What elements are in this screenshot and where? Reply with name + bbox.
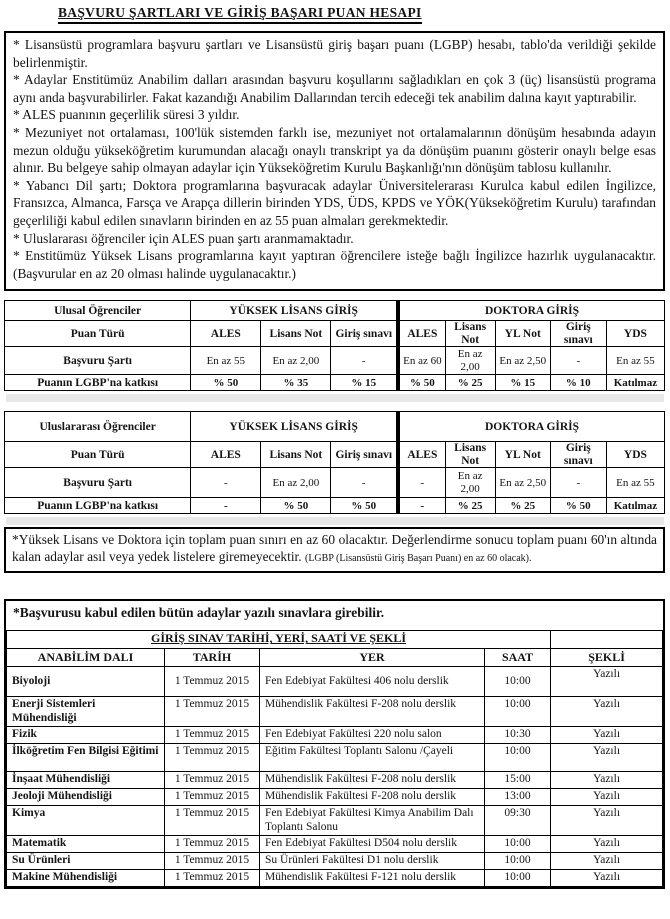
national-students-score-table [4,300,665,391]
location-cell: Fen Edebiyat Fakültesi D504 nolu derslik [260,836,485,853]
row-label-basvuru-sarti: Başvuru Şartı [5,468,191,498]
contribution-cell: % 50 [331,498,398,514]
score-column-header: ALES [398,321,445,347]
score-column-header: Giriş sınavı [550,321,606,347]
location-cell: Mühendislik Fakültesi F-121 nolu derslik [260,870,485,887]
exam-schedule-table [6,630,663,887]
info-paragraph: * ALES puanının geçerlilik süresi 3 yıldır. [13,107,240,123]
condition-cell: - [331,347,398,375]
scan-shadow-band [6,517,664,525]
score-type-row [5,321,665,347]
department-cell: Su Ürünleri [7,853,165,870]
info-paragraph: * Adaylar Enstitümüz Anabilim dalları arasından başvuru koşullarını sağladıkları en çok 3 (üç) lisansüstü programa aynı anda başvurabilirler. Fakat kazandığı Anabilim Dallarından tercih edeceği tek anabilim dalına kayıt yaptırabilir. [13,72,656,105]
time-cell: 10:30 [485,727,551,744]
department-cell: Fizik [7,727,165,744]
score-type-row [5,442,665,468]
contribution-cell: % 50 [398,375,445,391]
student-group-label: Uluslararası Öğrenciler [5,412,191,442]
scan-shadow-band [6,394,664,402]
condition-cell: - [550,468,606,498]
row-label-puan-turu: Puan Türü [5,442,191,468]
time-cell: 10:00 [485,836,551,853]
exam-column-header: ŞEKLİ [551,649,663,667]
exam-type-cell: Yazılı [551,697,663,727]
exam-row [7,789,663,806]
exam-row [7,870,663,887]
time-cell: 10:00 [485,870,551,887]
date-cell: 1 Temmuz 2015 [165,697,260,727]
condition-cell: En az 2,50 [495,468,550,498]
location-cell: Su Ürünleri Fakültesi D1 nolu derslik [260,853,485,870]
department-cell: Jeoloji Mühendisliği [7,789,165,806]
score-header-row [5,301,665,321]
exam-schedule-section [4,599,665,889]
note-text: *Yüksek Lisans ve Doktora için toplam puan sınırı en az 60 olacaktır. Değerlendirme sonucu toplam puanı 60'ın altında kalan adaylar asıl veya yedek listelere giremeyecektir. [12,532,657,565]
date-cell: 1 Temmuz 2015 [165,667,260,697]
page-title: BAŞVURU ŞARTLARI VE GİRİŞ BAŞARI PUAN HESAPI [58,5,422,24]
section-gap [4,573,666,599]
time-cell: 10:00 [485,853,551,870]
score-column-header: Lisans Not [261,442,331,468]
contribution-cell: % 15 [495,375,550,391]
info-paragraph: * Yabancı Dil şartı; Doktora programlarına başvuracak adaylar Üniversitelerarası Kurulca kabul edilen İngilizce, Fransızca, Almanca, Farsça ve Arapça dillerin birinden YDS, ÜDS, KPDS ve YÖK(Yükseköğretim Kurulu) tarafından geçerliliği kabul edilen sınavların birinden en az 55 puan almaları gerekmektedir. [13,177,656,228]
date-cell: 1 Temmuz 2015 [165,744,260,772]
student-group-label: Ulusal Öğrenciler [5,301,191,321]
score-column-header: ALES [191,442,261,468]
exam-row [7,806,663,836]
exam-column-header: SAAT [485,649,551,667]
condition-cell: En az 2,00 [261,468,331,498]
row-label-basvuru-sarti: Başvuru Şartı [5,347,191,375]
minimum-score-note [4,527,665,573]
score-column-header: YL Not [495,442,550,468]
masters-entry-header: YÜKSEK LİSANS GİRİŞ [191,412,398,442]
time-cell: 15:00 [485,772,551,789]
date-cell: 1 Temmuz 2015 [165,772,260,789]
condition-cell: En az 2,00 [445,347,495,375]
info-paragraph: * Lisansüstü programlara başvuru şartları ve Lisansüstü giriş başarı puanı (LGBP) hesabı, tablo'da verildiği şekilde belirlenmiştir. [13,37,656,70]
contribution-cell: % 25 [445,498,495,514]
info-paragraph: * Uluslararası öğrenciler için ALES puan şartı aranmamaktadır. [13,230,354,246]
contribution-cell: - [191,498,261,514]
location-cell: Fen Edebiyat Fakültesi Kimya Anabilim Dalı Toplantı Salonu [260,806,485,836]
note-small-text: (LGBP (Lisansüstü Giriş Başarı Puanı) en az 60 olacak). [304,553,532,565]
location-cell: Fen Edebiyat Fakültesi 220 nolu salon [260,727,485,744]
exam-intro: *Başvurusu kabul edilen bütün adaylar yazılı sınavlara girebilir. [13,605,385,621]
lgbp-contribution-row [5,498,665,514]
score-column-header: ALES [398,442,445,468]
exam-type-cell: Yazılı [551,836,663,853]
doctorate-entry-header: DOKTORA GİRİŞ [398,301,664,321]
exam-table-title-cell [7,631,551,649]
department-cell: Kimya [7,806,165,836]
condition-cell: En az 60 [398,347,445,375]
exam-row [7,744,663,772]
time-cell: 10:00 [485,744,551,772]
location-cell: Mühendislik Fakültesi F-208 nolu derslik [260,789,485,806]
department-cell: İlköğretim Fen Bilgisi Eğitimi [7,744,165,772]
score-column-header: YDS [606,442,664,468]
condition-cell: En az 55 [606,468,664,498]
info-paragraph: * Mezuniyet not ortalaması, 100'lük sistemden farklı ise, mezuniyet not ortalamalarının dönüşüm hesabında adayın mezun olduğu yükseköğretim kurumundan alacağı onaylı transkript ya da dönüşüm puanını gösterir onaylı belge esas alınır. Bu belgeye sahip olmayan adaylar için Yükseköğretim Kurulu Başkanlığı'nın dönüşüm tablosu kullanılır. [13,124,656,176]
department-cell: Makine Mühendisliği [7,870,165,887]
location-cell: Mühendislik Fakültesi F-208 nolu derslik [260,772,485,789]
application-condition-row [5,468,665,498]
exam-row [7,727,663,744]
score-column-header: Lisans Not [261,321,331,347]
exam-type-cell: Yazılı [551,744,663,772]
score-column-header: ALES [191,321,261,347]
exam-table-title-row [7,631,663,649]
score-column-header: YDS [606,321,664,347]
time-cell: 10:00 [485,667,551,697]
masters-entry-header: YÜKSEK LİSANS GİRİŞ [191,301,398,321]
exam-table-title: GİRİŞ SINAV TARİHİ, YERİ, SAATİ VE ŞEKLİ [151,631,407,646]
exam-row [7,667,663,697]
score-column-header: YL Not [495,321,550,347]
date-cell: 1 Temmuz 2015 [165,806,260,836]
exam-row [7,772,663,789]
exam-table-header-row [7,649,663,667]
date-cell: 1 Temmuz 2015 [165,836,260,853]
exam-type-cell: Yazılı [551,870,663,887]
contribution-cell: - [398,498,445,514]
row-label-puan-turu: Puan Türü [5,321,191,347]
international-students-score-table [4,411,665,514]
empty-cell [551,631,663,649]
condition-cell: - [331,468,398,498]
time-cell: 09:30 [485,806,551,836]
condition-cell: En az 2,00 [445,468,495,498]
exam-column-header: YER [260,649,485,667]
score-column-header: Giriş sınavı [331,321,398,347]
condition-cell: En az 2,00 [261,347,331,375]
application-conditions-box [4,31,665,291]
exam-type-cell: Yazılı [551,853,663,870]
date-cell: 1 Temmuz 2015 [165,870,260,887]
contribution-cell: % 10 [550,375,606,391]
contribution-cell: % 25 [445,375,495,391]
time-cell: 10:00 [485,697,551,727]
row-label-lgbp-katkisi: Puanın LGBP'na katkısı [5,498,191,514]
score-column-header: Giriş sınavı [331,442,398,468]
condition-cell: - [398,468,445,498]
condition-cell: - [191,468,261,498]
exam-type-cell: Yazılı [551,667,663,697]
exam-column-header: ANABİLİM DALI [7,649,165,667]
exam-row [7,697,663,727]
contribution-cell: % 25 [495,498,550,514]
exam-column-header: TARİH [165,649,260,667]
score-header-row [5,412,665,442]
contribution-cell: % 35 [261,375,331,391]
exam-type-cell: Yazılı [551,806,663,836]
exam-row [7,836,663,853]
condition-cell: En az 55 [191,347,261,375]
date-cell: 1 Temmuz 2015 [165,727,260,744]
department-cell: İnşaat Mühendisliği [7,772,165,789]
exam-type-cell: Yazılı [551,789,663,806]
application-condition-row [5,347,665,375]
score-column-header: Giriş sınavı [550,442,606,468]
condition-cell: En az 2,50 [495,347,550,375]
location-cell: Mühendislik Fakültesi F-208 nolu derslik [260,697,485,727]
condition-cell: - [550,347,606,375]
row-label-lgbp-katkisi: Puanın LGBP'na katkısı [5,375,191,391]
date-cell: 1 Temmuz 2015 [165,789,260,806]
department-cell: Matematik [7,836,165,853]
location-cell: Eğitim Fakültesi Toplantı Salonu /Çayeli [260,744,485,772]
condition-cell: En az 55 [606,347,664,375]
contribution-cell: Katılmaz [606,375,664,391]
score-column-header: Lisans Not [445,321,495,347]
score-column-header: Lisans Not [445,442,495,468]
exam-row [7,853,663,870]
department-cell: Biyoloji [7,667,165,697]
date-cell: 1 Temmuz 2015 [165,853,260,870]
contribution-cell: % 50 [191,375,261,391]
lgbp-contribution-row [5,375,665,391]
department-cell: Enerji Sistemleri Mühendisliği [7,697,165,727]
location-cell: Fen Edebiyat Fakültesi 406 nolu derslik [260,667,485,697]
time-cell: 13:00 [485,789,551,806]
contribution-cell: % 50 [550,498,606,514]
exam-type-cell: Yazılı [551,772,663,789]
contribution-cell: Katılmaz [606,498,664,514]
contribution-cell: % 50 [261,498,331,514]
contribution-cell: % 15 [331,375,398,391]
info-paragraph: * Enstitümüz Yüksek Lisans programlarına kayıt yaptıran öğrencilere isteğe bağlı İngilizce hazırlık uygulanacaktır. (Başvurular en az 20 olması halinde uygulanacaktır.) [13,248,656,281]
exam-type-cell: Yazılı [551,727,663,744]
doctorate-entry-header: DOKTORA GİRİŞ [398,412,664,442]
